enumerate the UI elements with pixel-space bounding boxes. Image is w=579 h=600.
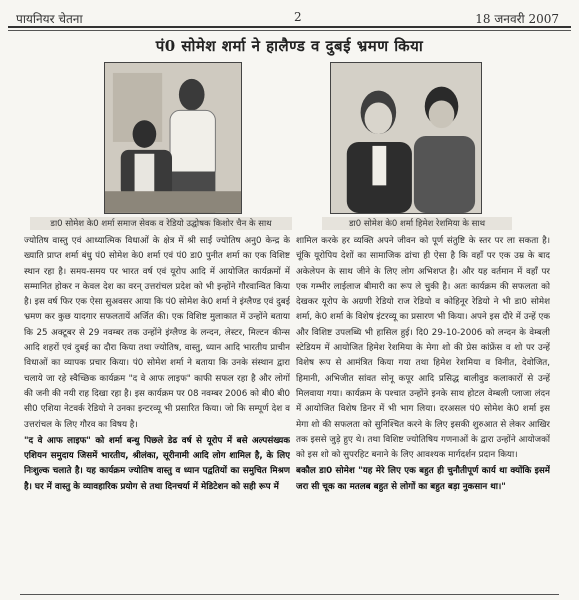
photo-left — [104, 62, 242, 214]
photo-left-caption: डा0 सोमेश के0 शर्मा समाज सेवक व रेडियो उद्घोषक किशोर चैन के साथ — [30, 217, 292, 230]
article-headline: पं0 सोमेश शर्मा ने हालैण्ड व दुबई भ्रमण किया — [155, 37, 424, 55]
left-column — [24, 234, 290, 594]
issue-date: 18 जनवरी 2007 — [475, 12, 559, 26]
left-paragraph-2: "द वे आफ लाइफ" को शर्मा बन्धु पिछले डेढ वर्ष से यूरोप में बसे अल्पसंख्यक एशियन समुदाय जिसमें भारतीय, श्रीलंका, सूरीनामी आदि लोग शामिल है, के लिए निःशुल्क चलाते है। यह कार्यक्रम ज्योतिष वास्तु व ध्यान पद्वतियों का समुचित मिश्रण है। घर में वास्तु के व्यावहारिक प्रयोग से तथा दिनचर्या में मेडिटेशन को सही रूप में — [24, 435, 290, 492]
masthead — [12, 6, 569, 28]
photo-right — [330, 62, 482, 214]
paper-name: पायनियर चेतना — [16, 12, 83, 26]
right-column — [296, 234, 550, 594]
photo-right-image — [331, 63, 481, 213]
bottom-rule — [20, 594, 559, 595]
page-number: 2 — [294, 10, 302, 24]
photo-right-caption: डा0 सोमेश के0 शर्मा हिमेश रेशमिया के साथ — [322, 217, 512, 230]
right-paragraph-2: बकौल डा0 सोमेश "यह मेरे लिए एक बहुत ही चुनौतीपूर्ण कार्य था क्योंकि इसमें जरा सी चूक का मतलब बहुत से लोगों का बहुत बड़ा नुकसान था।" — [296, 466, 550, 492]
masthead-rule — [8, 26, 571, 28]
photo-left-image — [105, 63, 241, 213]
masthead-rule-thin — [8, 30, 571, 31]
left-paragraph-1: ज्योतिष वास्तु एवं आध्यात्मिक विधाओं के क्षेत्र में श्री साईं ज्योतिष अनु0 केन्द्र के ख्याति प्राप्त शर्मा बंधु पं0 सोमेश के0 शर्मा एवं पं0 डा0 पुनीत शर्मा का एक विशिष्ट स्थान रहा है। समय-समय पर भारत वर्ष एवं यूरोप आदि में आयोजित कार्यक्रमों में सम्मानित होकर न केवल देश का वरन् उत्तरांचल प्रदेश को भी इन्होंने गौरवान्वित किया है। इस वर्ष फिर एक ऐसा सुअवसर आया कि पं0 सोमेश के0 शर्मा ने इंग्लैण्ड एवं दुबई भ्रमण कर कुछ यादगार सफलतायें अर्जित की। एक विशिष्ट मुलाकात में उन्होंने बताया कि 25 अक्टूबर से 29 नवम्बर तक उन्होंने इंग्लैण्ड के लन्दन, लेस्टर, मिल्टन कीन्स आदि शहरों एवं दुबई का दौरा किया तथा ज्योतिष, वास्तु, ध्यान आदि भारतीय प्राचीन विधाओं का व्यापक प्रचार किया। पं0 सोमेश शर्मा ने बताया कि उनके संस्थान द्वारा चलाये जा रहे स्वैच्छिक कार्यक्रम "द वे आफ लाइफ" काफी सफल रहा है और लोगों की जनी की नयी राह दिखा रहा है। इस कार्यक्रम पर 08 नवम्बर 2006 को बी0 बी0 सी0 एशिया नेटवर्क रेडियो ने उनका इन्टरव्यू भी प्रसारित किया। जो कि सम्पूर्ण देश व उत्तरांचल के लिए गौरव का विषय है। — [24, 236, 290, 430]
right-paragraph-1: शामिल करके हर व्यक्ति अपने जीवन को पूर्ण संतुष्टि के स्तर पर ला सकता है। चूंकि यूरोपिय देशों का सामाजिक ढांचा ही ऐसा है कि वहाँ पर एक उम्र के बाद अकेलेपन के साथ जीने के लिए लोग अभिशप्त है। और यह वर्तमान में वहाँ पर एक गम्भीर लाईलाज बीमारी का रूप ले चुकी है। अतः कार्यक्रम की सफलता को देखकर यूरोप के अग्रणी रेडियो राज रेडियो व कोहिनूर रेडियो ने भी डा0 सोमेश शर्मा, के0 शर्मा के विशेष इंटरव्यू का प्रसारण भी किया। अपने इस दौरे में उन्हें एक और विशिष्ट उपलब्धि भी हासिल हुई। दि0 29-10-2006 को लन्दन के वेम्बली स्टेडियम में आयोजित हिमेश रेशमिया के मेगा शो की प्रेस कांफ्रेंस व शो पर उन्हें विशेष रूप से आमंत्रित किया गया तथा हिमेश रेशमिया व विनीत, देवोजित, हिमानी, अभिजीत सांवत सोनू कपूर आदि प्रसिद्ध बालीवुड कलाकारों से उन्हें मिलवाया गया। कार्यक्रम के पश्चात उन्होंने इनके साथ होटल वेम्बली प्लाजा लंदन में आयोजित विशेष डिनर में भी भाग लिया। दरअसल पं0 सोमेश के0 शर्मा इस मेगा शो की सफलता को सुनिश्चित करने के लिए इसकी शुरुआत से लेकर आखिर तक इससे जुड़े हुए थे। तथा विशिष्ट ज्योतिषिय गणनाओं के द्वारा उन्होंने आयोजकों को इस शो को सुपरहिट बनाने के लिए आवश्यक मार्गदर्शन प्रदान किया। — [296, 236, 550, 461]
